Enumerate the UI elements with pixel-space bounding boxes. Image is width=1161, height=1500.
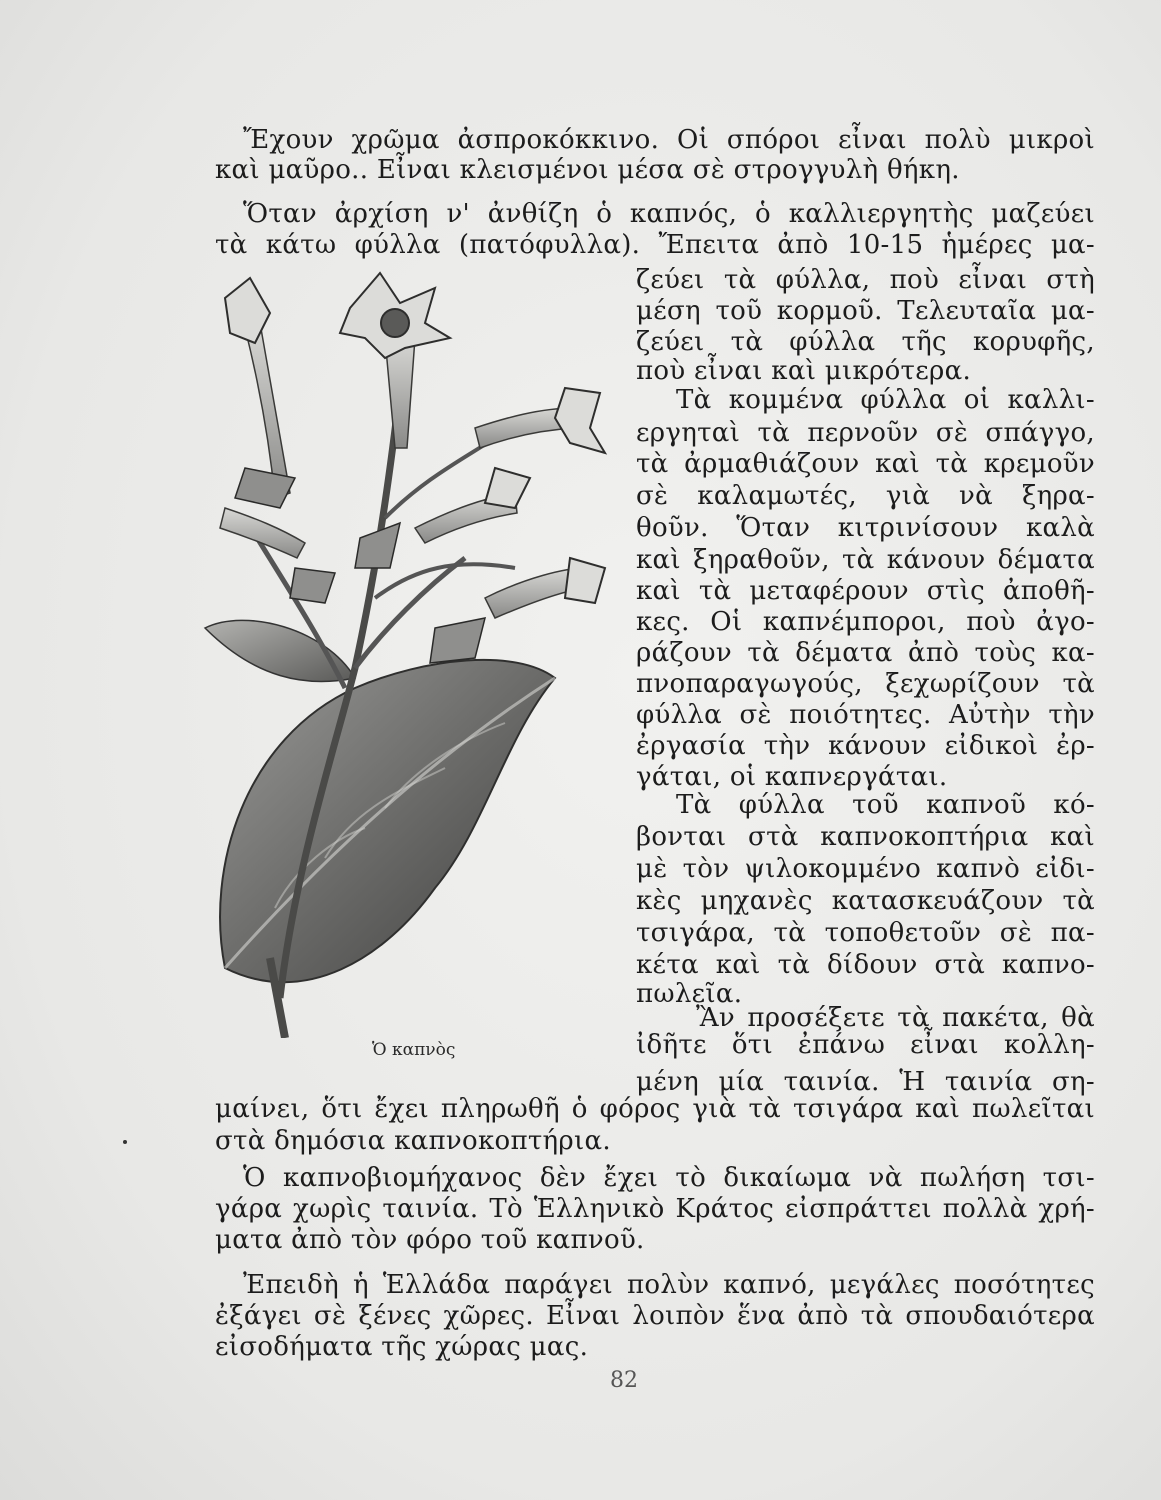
text-line: καὶ ξηραθοῦν, τὰ κάνουν δέματα — [636, 545, 1095, 575]
illustration-caption: Ὁ καπνὸς — [372, 1040, 456, 1060]
text-line: βονται στὰ καπνοκοπτήρια καὶ — [636, 822, 1095, 852]
text-line: Τὰ φύλλα τοῦ καπνοῦ κό- — [676, 790, 1095, 820]
text-line: ματα ἀπὸ τὸν φόρο τοῦ καπνοῦ. — [215, 1225, 645, 1255]
text-line: κέτα καὶ τὰ δίδουν στὰ καπνο- — [636, 950, 1095, 980]
text-line: ποὺ εἶναι καὶ μικρότερα. — [636, 356, 972, 386]
tobacco-plant-illustration — [185, 268, 615, 1038]
text-line: Ἔχουν χρῶμα ἀσπροκόκκινο. Οἱ σπόροι εἶναι πολὺ μικροὶ — [243, 125, 1095, 155]
flower-cluster — [220, 323, 587, 618]
text-line: καὶ τὰ μεταφέρουν στὶς ἀποθῆ- — [636, 576, 1095, 606]
text-line: ἐργασία τὴν κάνουν εἰδικοὶ ἐρ- — [636, 731, 1095, 761]
text-line: Ὁ καπνοβιομήχανος δὲν ἔχει τὸ δικαίωμα νὰ πωλήση τσι- — [243, 1163, 1095, 1193]
text-line: πνοπαραγωγούς, ξεχωρίζουν τὰ — [636, 669, 1095, 699]
text-line: ράζουν τὰ δέματα ἀπὸ τοὺς κα- — [636, 638, 1095, 668]
text-line: τσιγάρα, τὰ τοποθετοῦν σὲ πα- — [636, 918, 1095, 948]
text-line: ἰδῆτε ὅτι ἐπάνω εἶναι κολλη- — [636, 1030, 1095, 1060]
text-line: ζεύει τὰ φύλλα, ποὺ εἶναι στὴ — [636, 265, 1095, 295]
text-line: τὰ κάτω φύλλα (πατόφυλλα). Ἔπειτα ἀπὸ 10-15 ἡμέρες μα- — [215, 230, 1095, 260]
text-line: μαίνει, ὅτι ἔχει πληρωθῆ ὁ φόρος γιὰ τὰ τσιγάρα καὶ πωλεῖται — [215, 1094, 1095, 1124]
text-line: φύλλα σὲ ποιότητες. Αὐτὴν τὴν — [636, 700, 1095, 730]
text-line: πωλεῖα. — [636, 979, 743, 1009]
text-line: γάρα χωρὶς ταινία. Τὸ Ἑλληνικὸ Κράτος εἰσπράττει πολλὰ χρή- — [215, 1194, 1095, 1224]
text-line: τὰ ἀρμαθιάζουν καὶ τὰ κρεμοῦν — [636, 449, 1095, 479]
text-line: εἰσοδήματα τῆς χώρας μας. — [215, 1332, 589, 1362]
text-line: κες. Οἱ καπνέμποροι, ποὺ ἀγο- — [636, 607, 1095, 637]
large-leaf — [220, 660, 555, 982]
text-line: κὲς μηχανὲς κατασκευάζουν τὰ — [636, 886, 1095, 916]
text-line: σὲ καλαμωτές, γιὰ νὰ ξηρα- — [636, 481, 1095, 511]
text-line: Ὅταν ἀρχίση ν' ἀνθίζη ὁ καπνός, ὁ καλλιεργητὴς μαζεύει — [243, 199, 1095, 229]
text-line: θοῦν. Ὅταν κιτρινίσουν καλὰ — [636, 513, 1095, 543]
page-number: 82 — [610, 1368, 638, 1393]
text-line: μὲ τὸν ψιλοκομμένο καπνὸ εἰδι- — [636, 854, 1095, 884]
text-line: μέση τοῦ κορμοῦ. Τελευταῖα μα- — [636, 296, 1095, 326]
text-line: Ἐπειδὴ ἡ Ἑλλάδα παράγει πολὺν καπνό, μεγάλες ποσότητες — [243, 1270, 1095, 1300]
text-line: Τὰ κομμένα φύλλα οἱ καλλι- — [676, 385, 1095, 415]
text-line: καὶ μαῦρο.. Εἶναι κλεισμένοι μέσα σὲ στρογγυλὴ θήκη. — [215, 155, 960, 185]
text-line: Ἂν προσέξετε τὰ πακέτα, θὰ — [696, 1003, 1095, 1033]
text-line: ἐξάγει σὲ ξένες χῶρες. Εἶναι λοιπὸν ἕνα ἀπὸ τὰ σπουδαιότερα — [215, 1301, 1095, 1331]
text-line: στὰ δημόσια καπνοκοπτήρια. — [215, 1126, 611, 1156]
flower-heads — [225, 273, 605, 603]
text-line: εργηταὶ τὰ περνοῦν σὲ σπάγγο, — [636, 418, 1095, 448]
text-line: ζεύει τὰ φύλλα τῆς κορυφῆς, — [636, 327, 1095, 357]
mid-leaf — [205, 620, 355, 681]
text-line: μένη μία ταινία. Ἡ ταινία ση- — [636, 1067, 1095, 1097]
dust-speck — [123, 1140, 127, 1144]
text-line: γάται, οἱ καπνεργάται. — [636, 762, 948, 792]
